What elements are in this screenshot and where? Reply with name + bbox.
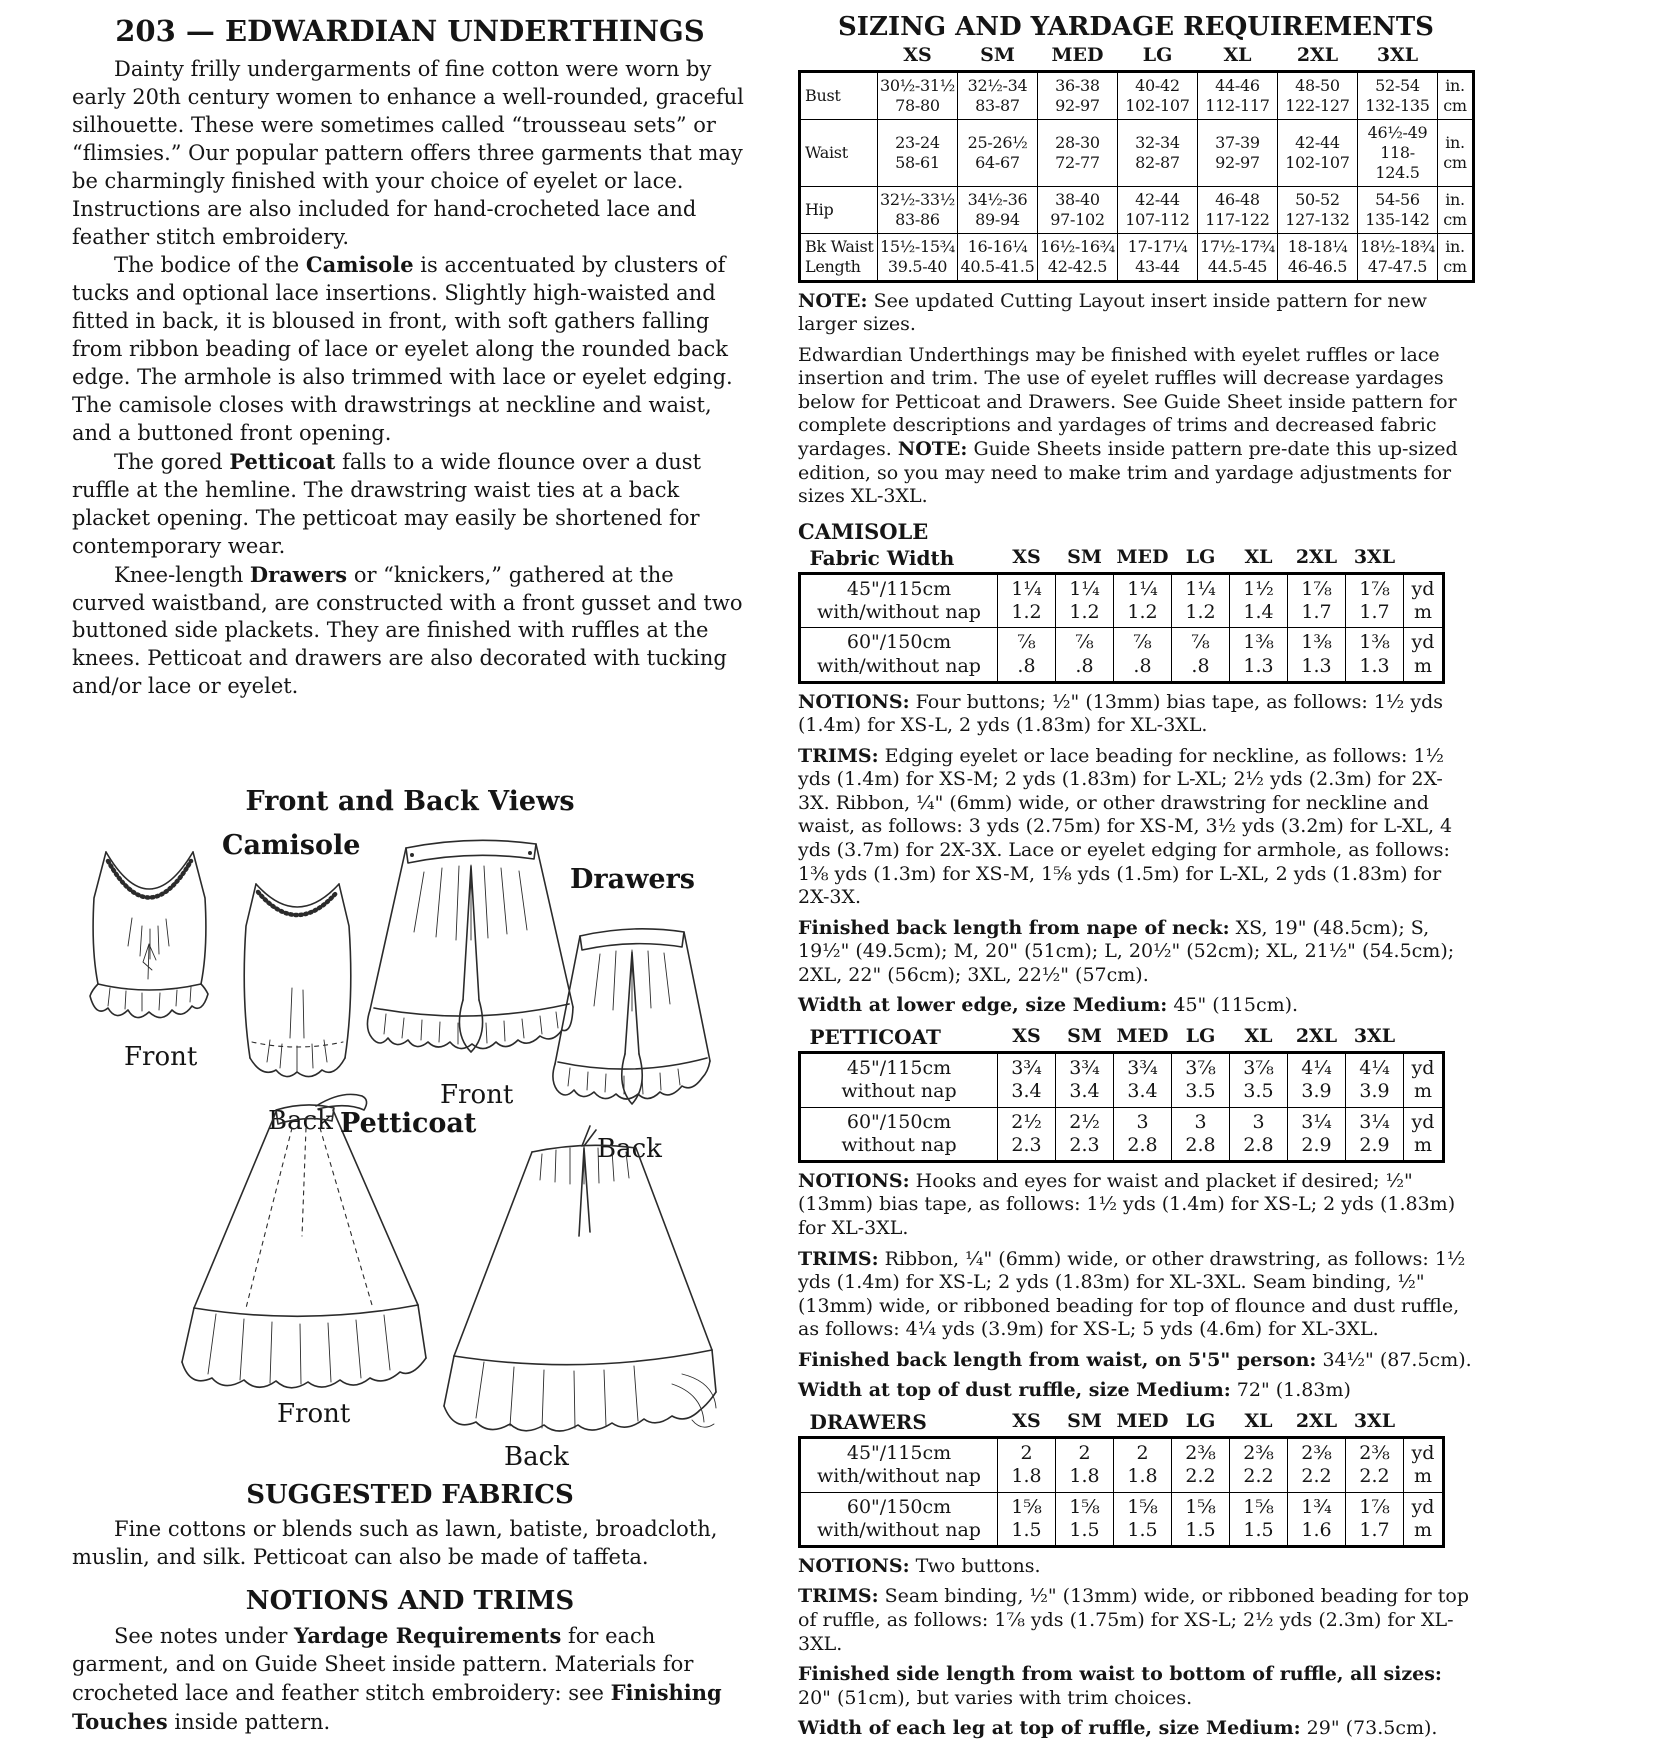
camisole-front-illustration <box>82 834 217 1039</box>
size-header-sm: SM <box>1067 546 1102 569</box>
petticoat-back-length: Finished back length from waist, on 5'5" person: 34½" (87.5cm). <box>798 1348 1472 1371</box>
drawers-back-label: Back <box>597 1134 662 1164</box>
size-header-2xl: 2XL <box>1295 546 1338 569</box>
spacer-cell <box>800 44 878 71</box>
yardage-cell: 3¼ 2.9 <box>1346 1107 1404 1161</box>
camisole-notions: NOTIONS: Four buttons; ½" (13mm) bias tape, as follows: 1½ yds (1.4m) for XS-L, 2 yds (1.83m) for XL-3XL. <box>798 690 1444 737</box>
yardage-cell: 1¼ 1.2 <box>1056 574 1114 628</box>
drawers-trims: TRIMS: Seam binding, ½" (13mm) wide, or ribboned beading for top of ruffle, as follows: 1⅞ yds (1.75m) for XS-L; 2½ yds (2.3m) for XL-3XL. <box>798 1585 1469 1655</box>
measurement-cell: 23-24 58-61 <box>878 119 958 186</box>
measurement-cell: 54-56 135-142 <box>1358 186 1438 233</box>
measurement-cell: 18-18¼ 46-46.5 <box>1278 233 1358 281</box>
drawers-side-length: Finished side length from waist to bottom of ruffle, all sizes: 20" (51cm), but varies with trim choices. <box>798 1663 1442 1709</box>
petticoat-header-row <box>800 1025 1444 1053</box>
fabric-width-label: 60"/150cm with/without nap <box>800 1492 998 1546</box>
size-header-xs: XS <box>1012 1410 1041 1433</box>
suggested-fabrics-body: Fine cottons or blends such as lawn, batiste, broadcloth, muslin, and silk. Petticoat can also be made of taffeta. <box>72 1517 718 1569</box>
yardage-cell: 3 2.8 <box>1172 1107 1230 1161</box>
measurement-cell: 38-40 97-102 <box>1038 186 1118 233</box>
right-column <box>798 12 1474 1748</box>
size-header-row <box>800 44 1474 71</box>
yardage-cell: 2 1.8 <box>1114 1438 1172 1492</box>
size-header-xl: XL <box>1244 1410 1273 1433</box>
yardage-cell: 3¾ 3.4 <box>998 1053 1056 1107</box>
yardage-cell: ⅞ .8 <box>1114 628 1172 682</box>
yardage-cell: 2⅜ 2.2 <box>1288 1438 1346 1492</box>
size-header-2xl: 2XL <box>1295 1410 1338 1433</box>
measurement-cell: 52-54 132-135 <box>1358 71 1438 119</box>
measurement-cell: 36-38 92-97 <box>1038 71 1118 119</box>
measurement-cell: 17½-17¾ 44.5-45 <box>1198 233 1278 281</box>
measurement-cell: 16½-16¾ 42-42.5 <box>1038 233 1118 281</box>
yardage-cell: 1⅝ 1.5 <box>1114 1492 1172 1546</box>
sizing-row-hip <box>800 186 1474 233</box>
size-header-3xl: 3XL <box>1353 546 1396 569</box>
measurement-cell: 42-44 107-112 <box>1118 186 1198 233</box>
yardage-cell: 1⅝ 1.5 <box>1230 1492 1288 1546</box>
size-header-med: MED <box>1051 44 1104 66</box>
petticoat-figure-label: Petticoat <box>340 1108 477 1139</box>
yardage-cell: 4¼ 3.9 <box>1288 1053 1346 1107</box>
measurement-cell: 42-44 102-107 <box>1278 119 1358 186</box>
views-heading: Front and Back Views <box>245 786 575 817</box>
spacer-cell <box>1438 44 1474 71</box>
measurement-cell: 17-17¼ 43-44 <box>1118 233 1198 281</box>
size-header-xl: XL <box>1223 44 1252 66</box>
size-header-2xl: 2XL <box>1296 44 1339 66</box>
size-header-xs: XS <box>1012 1025 1041 1048</box>
row-label: Bust <box>800 71 878 119</box>
spacer-cell <box>1404 1025 1444 1053</box>
unit-cell: in. cm <box>1438 71 1474 119</box>
camisole-row-60 <box>800 628 1444 682</box>
drawers-front-label: Front <box>440 1080 514 1110</box>
unit-cell: yd m <box>1404 1492 1444 1546</box>
suggested-fabrics-heading: SUGGESTED FABRICS <box>246 1480 574 1510</box>
size-header-med: MED <box>1116 1410 1169 1433</box>
camisole-back-illustration <box>230 868 365 1103</box>
front-back-views <box>72 786 748 1478</box>
measurement-cell: 46½-49 118-124.5 <box>1358 119 1438 186</box>
left-column <box>72 14 748 1734</box>
size-header-lg: LG <box>1185 1410 1216 1433</box>
fabric-width-label: 45"/115cm with/without nap <box>800 574 998 628</box>
sizing-row-waist <box>800 119 1474 186</box>
drawers-notions: NOTIONS: Two buttons. <box>798 1554 1041 1577</box>
unit-cell: in. cm <box>1438 119 1474 186</box>
spacer-cell <box>1404 1410 1444 1438</box>
petticoat-notions: NOTIONS: Hooks and eyes for waist and placket if desired; ½" (13mm) bias tape, as follows: 1½ yds (1.4m) for XS-L; 2 yds (1.83m) for XL-3XL. <box>798 1169 1456 1240</box>
measurement-cell: 15½-15¾ 39.5-40 <box>878 233 958 281</box>
yardage-cell: 3 2.8 <box>1230 1107 1288 1161</box>
yardage-cell: 3⅞ 3.5 <box>1172 1053 1230 1107</box>
measurement-cell: 16-16¼ 40.5-41.5 <box>958 233 1038 281</box>
size-header-sm: SM <box>1067 1410 1102 1433</box>
petticoat-yardage-table <box>798 1025 1445 1163</box>
measurement-cell: 48-50 122-127 <box>1278 71 1358 119</box>
yardage-cell: 1¼ 1.2 <box>998 574 1056 628</box>
yardage-cell: 2 1.8 <box>1056 1438 1114 1492</box>
unit-cell: in. cm <box>1438 186 1474 233</box>
unit-cell: yd m <box>1404 628 1444 682</box>
fabric-width-label: 60"/150cm with/without nap <box>800 628 998 682</box>
size-header-xs: XS <box>903 44 932 66</box>
intro-paragraph-2: The bodice of the Camisole is accentuated by clusters of tucks and optional lace insertions. Slightly high-waisted and fitted in back, it is bloused in front, with soft gathers falling from ribbon beading of lace or eyelet along the rounded back edge. The armhole is also trimmed with lace or eyelet edging. The camisole closes with drawstrings at neckline and waist, and a buttoned front opening. <box>72 252 733 445</box>
petticoat-ruffle-width: Width at top of dust ruffle, size Medium: 72" (1.83m) <box>798 1379 1351 1402</box>
petticoat-trims: TRIMS: Ribbon, ¼" (6mm) wide, or other drawstring, as follows: 1½ yds (1.4m) for XS-L; 2 yds (1.83m) for XL-3XL. Seam binding, ½" (13mm) wide, or ribboned beading for top of flounce and dust ruffle, as follows: 4¼ yds (3.9m) for XS-L; 5 yds (4.6m) for XL-3XL. <box>798 1247 1466 1341</box>
size-header-lg: LG <box>1142 44 1173 66</box>
measurement-cell: 46-48 117-122 <box>1198 186 1278 233</box>
camisole-yardage-table <box>798 546 1445 684</box>
measurement-cell: 32½-33½ 83-86 <box>878 186 958 233</box>
page-title: 203 — EDWARDIAN UNDERTHINGS <box>115 14 705 48</box>
measurement-cell: 37-39 92-97 <box>1198 119 1278 186</box>
notions-trims-body: See notes under Yardage Requirements for each garment, and on Guide Sheet inside pattern. Materials for crocheted lace and feather stitch embroidery: see Finishing Touches inside pattern. <box>72 1622 722 1734</box>
drawers-header-row <box>800 1410 1444 1438</box>
size-header-xl: XL <box>1244 546 1273 569</box>
yardage-cell: ⅞ .8 <box>1172 628 1230 682</box>
camisole-heading: CAMISOLE <box>798 518 929 544</box>
camisole-back-length: Finished back length from nape of neck: XS, 19" (48.5cm); S, 19½" (49.5cm); M, 20" (51cm); L, 20½" (52cm); XL, 21½" (54.5cm); 2XL, 22" (56cm); 3XL, 22½" (57cm). <box>798 916 1455 986</box>
yardage-cell: 1⅜ 1.3 <box>1346 628 1404 682</box>
camisole-front-label: Front <box>124 1042 198 1072</box>
yardage-cell: 2⅜ 2.2 <box>1346 1438 1404 1492</box>
camisole-back-label: Back <box>268 1106 333 1136</box>
intro-paragraph-4: Knee-length Drawers or “knickers,” gathered at the curved waistband, are constructed with a front gusset and two buttoned side plackets. They are finished with ruffles at the knees. Petticoat and drawers are also decorated with tucking and/or lace or eyelet. <box>72 561 743 699</box>
yardage-cell: 2⅜ 2.2 <box>1172 1438 1230 1492</box>
drawers-leg-width: Width of each leg at top of ruffle, size Medium: 29" (73.5cm). <box>798 1717 1438 1740</box>
unit-cell: yd m <box>1404 1107 1444 1161</box>
notions-trims-heading: NOTIONS AND TRIMS <box>245 1585 575 1616</box>
fabric-width-label: 45"/115cm without nap <box>800 1053 998 1107</box>
yardage-cell: 1¼ 1.2 <box>1172 574 1230 628</box>
sizing-row-back-waist-length <box>800 233 1474 281</box>
size-header-sm: SM <box>980 44 1015 66</box>
yardage-cell: 3⅞ 3.5 <box>1230 1053 1288 1107</box>
unit-cell: yd m <box>1404 1053 1444 1107</box>
yardage-cell: ⅞ .8 <box>1056 628 1114 682</box>
yardage-cell: 2 1.8 <box>998 1438 1056 1492</box>
drawers-front-illustration <box>364 832 579 1077</box>
measurement-cell: 44-46 112-117 <box>1198 71 1278 119</box>
spacer-cell <box>1404 546 1444 574</box>
yardage-cell: 3¾ 3.4 <box>1114 1053 1172 1107</box>
yardage-cell: 1⅝ 1.5 <box>1056 1492 1114 1546</box>
measurement-cell: 50-52 127-132 <box>1278 186 1358 233</box>
petticoat-row-60 <box>800 1107 1444 1161</box>
measurement-cell: 32-34 82-87 <box>1118 119 1198 186</box>
camisole-header-row <box>800 546 1444 574</box>
size-header-3xl: 3XL <box>1353 1410 1396 1433</box>
size-header-med: MED <box>1116 546 1169 569</box>
intro-paragraph-1: Dainty frilly undergarments of fine cotton were worn by early 20th century women to enhance a well-rounded, graceful silhouette. These were sometimes called “trousseau sets” or “flimsies.” Our popular pattern offers three garments that may be charmingly finished with your choice of eyelet or lace. Instructions are also included for hand-crocheted lace and feather stitch embroidery. <box>72 57 744 249</box>
drawers-row-45 <box>800 1438 1444 1492</box>
petticoat-back-illustration <box>434 1124 729 1439</box>
camisole-lower-width: Width at lower edge, size Medium: 45" (115cm). <box>798 994 1299 1017</box>
yardage-cell: ⅞ .8 <box>998 628 1056 682</box>
measurement-cell: 34½-36 89-94 <box>958 186 1038 233</box>
drawers-back-illustration <box>550 906 715 1131</box>
measurement-cell: 40-42 102-107 <box>1118 71 1198 119</box>
size-header-xs: XS <box>1012 546 1041 569</box>
yardage-cell: 1⅝ 1.5 <box>1172 1492 1230 1546</box>
measurement-cell: 30½-31½ 78-80 <box>878 71 958 119</box>
yardage-cell: 3¾ 3.4 <box>1056 1053 1114 1107</box>
row-label: Bk Waist Length <box>800 233 878 281</box>
size-header-lg: LG <box>1185 546 1216 569</box>
unit-cell: yd m <box>1404 1438 1444 1492</box>
intro-paragraph-3: The gored Petticoat falls to a wide flounce over a dust ruffle at the hemline. The drawstring waist ties at a back placket opening. The petticoat may easily be shortened for contemporary wear. <box>72 448 702 558</box>
size-header-lg: LG <box>1185 1025 1216 1048</box>
row-label: Hip <box>800 186 878 233</box>
yardage-cell: 1⅝ 1.5 <box>998 1492 1056 1546</box>
unit-cell: in. cm <box>1438 233 1474 281</box>
petticoat-front-label: Front <box>277 1399 351 1429</box>
yardage-cell: 1¼ 1.2 <box>1114 574 1172 628</box>
yardage-cell: 4¼ 3.9 <box>1346 1053 1404 1107</box>
yardage-cell: 2½ 2.3 <box>1056 1107 1114 1161</box>
drawers-yardage-table <box>798 1410 1445 1548</box>
petticoat-back-label: Back <box>504 1442 569 1472</box>
left-bottom-section <box>72 1466 748 1737</box>
yardage-cell: 1⅞ 1.7 <box>1346 1492 1404 1546</box>
note-paragraph: NOTE: See updated Cutting Layout insert inside pattern for new larger sizes. <box>798 289 1428 336</box>
camisole-row-45 <box>800 574 1444 628</box>
measurement-cell: 28-30 72-77 <box>1038 119 1118 186</box>
size-header-2xl: 2XL <box>1295 1025 1338 1048</box>
yardage-cell: 1½ 1.4 <box>1230 574 1288 628</box>
yardage-cell: 2⅜ 2.2 <box>1230 1438 1288 1492</box>
yardage-cell: 3¼ 2.9 <box>1288 1107 1346 1161</box>
yardage-cell: 1⅞ 1.7 <box>1288 574 1346 628</box>
fabric-width-label: 60"/150cm without nap <box>800 1107 998 1161</box>
yardage-cell: 1⅜ 1.3 <box>1230 628 1288 682</box>
petticoat-row-45 <box>800 1053 1444 1107</box>
drawers-figure-label: Drawers <box>570 864 695 895</box>
yardage-cell: 2½ 2.3 <box>998 1107 1056 1161</box>
size-header-med: MED <box>1116 1025 1169 1048</box>
yardage-cell: 1¾ 1.6 <box>1288 1492 1346 1546</box>
drawers-heading: DRAWERS <box>809 1409 927 1434</box>
unit-cell: yd m <box>1404 574 1444 628</box>
camisole-trims: TRIMS: Edging eyelet or lace beading for neckline, as follows: 1½ yds (1.4m) for XS-M; 2 yds (1.83m) for L-XL; 2½ yds (2.3m) for 2X-3X. Ribbon, ¼" (6mm) wide, or other drawstring for neckline and waist, as follows: 3 yds (2.75m) for XS-M, 3½ yds (3.2m) for L-XL, 4 yds (3.7m) for 2X-3X. Lace or eyelet edging for armhole, as follows: 1⅜ yds (1.3m) for XS-M, 1⅝ yds (1.5m) for L-XL, 2 yds (1.83m) for 2X-3X. <box>798 744 1453 909</box>
sizing-table <box>798 44 1475 283</box>
yardage-cell: 3 2.8 <box>1114 1107 1172 1161</box>
size-header-xl: XL <box>1244 1025 1273 1048</box>
measurement-cell: 25-26½ 64-67 <box>958 119 1038 186</box>
yardage-cell: 1⅜ 1.3 <box>1288 628 1346 682</box>
drawers-row-60 <box>800 1492 1444 1546</box>
size-header-3xl: 3XL <box>1353 1025 1396 1048</box>
sizing-row-bust <box>800 71 1474 119</box>
petticoat-heading: PETTICOAT <box>809 1024 941 1049</box>
fabric-width-label: 45"/115cm with/without nap <box>800 1438 998 1492</box>
sizing-yardage-heading: SIZING AND YARDAGE REQUIREMENTS <box>838 12 1434 42</box>
measurement-cell: 18½-18¾ 47-47.5 <box>1358 233 1438 281</box>
fabric-width-header: Fabric Width <box>809 545 955 570</box>
size-header-3xl: 3XL <box>1376 44 1419 66</box>
right-intro-paragraph: Edwardian Underthings may be finished with eyelet ruffles or lace insertion and trim. The use of eyelet ruffles will decrease yardages below for Petticoat and Drawers. See Guide Sheet inside pattern for complete descriptions and yardages of trims and decreased fabric yardages. NOTE: Guide Sheets inside pattern pre-date this up-sized edition, so you may need to make trim and yardage adjustments for sizes XL-3XL. <box>798 343 1458 508</box>
row-label: Waist <box>800 119 878 186</box>
camisole-figure-label: Camisole <box>222 830 361 861</box>
yardage-cell: 1⅞ 1.7 <box>1346 574 1404 628</box>
measurement-cell: 32½-34 83-87 <box>958 71 1038 119</box>
intro-section <box>72 14 748 701</box>
size-header-sm: SM <box>1067 1025 1102 1048</box>
